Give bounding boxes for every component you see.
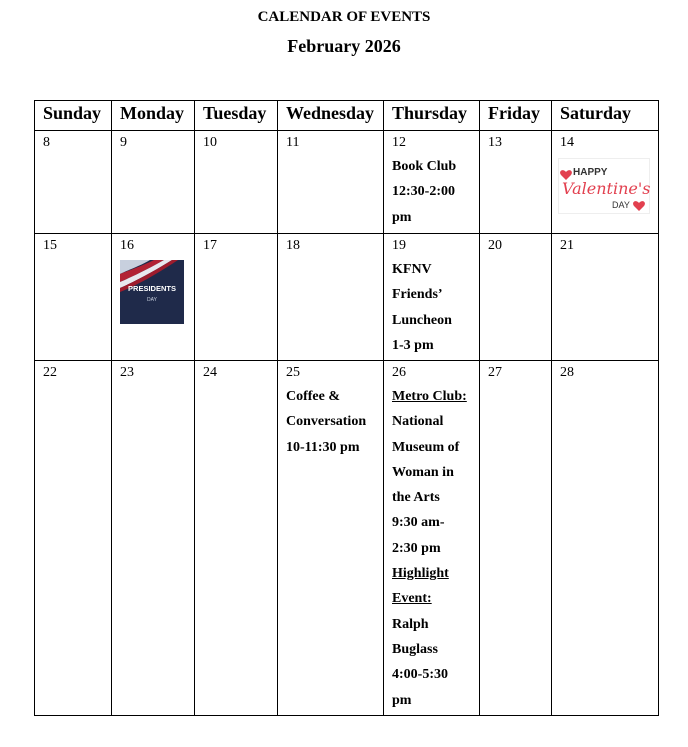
day-cell xyxy=(112,361,195,716)
day-number: 23 xyxy=(120,365,134,380)
valentine-line1: HAPPY xyxy=(573,167,608,178)
week-row xyxy=(35,234,659,361)
weekday-header-row xyxy=(35,101,659,131)
highlight-label: Highlight xyxy=(392,566,449,582)
day-cell xyxy=(278,234,384,361)
week-row xyxy=(35,361,659,716)
header-thursday: Thursday xyxy=(384,101,480,131)
day-number: 11 xyxy=(286,135,300,150)
day-number: 14 xyxy=(560,135,574,150)
header-wednesday: Wednesday xyxy=(278,101,384,131)
day-cell xyxy=(112,234,195,361)
day-cell xyxy=(384,361,480,716)
day-number: 16 xyxy=(120,238,134,253)
day-number: 20 xyxy=(488,238,502,253)
day-cell xyxy=(552,131,659,234)
presidents-day-image xyxy=(120,260,184,324)
header-friday: Friday xyxy=(480,101,552,131)
day-cell xyxy=(552,361,659,716)
day-cell xyxy=(112,131,195,234)
valentines-day-image xyxy=(558,158,650,214)
day-cell xyxy=(384,131,480,234)
day-number: 15 xyxy=(43,238,57,253)
day-number: 19 xyxy=(392,238,406,253)
calendar-month: February 2026 xyxy=(287,36,401,56)
header-monday: Monday xyxy=(112,101,195,131)
day-cell xyxy=(195,234,278,361)
day-cell xyxy=(195,131,278,234)
day-number: 17 xyxy=(203,238,217,253)
calendar-title: CALENDAR OF EVENTS xyxy=(257,9,431,25)
day-cell xyxy=(278,361,384,716)
day-number: 25 xyxy=(286,365,300,380)
day-number: 9 xyxy=(120,135,127,150)
day-number: 28 xyxy=(560,365,574,380)
calendar-table xyxy=(34,100,659,716)
presidents-line1: PRESIDENTS xyxy=(128,284,176,293)
day-number: 13 xyxy=(488,135,502,150)
day-cell xyxy=(480,361,552,716)
header-saturday: Saturday xyxy=(552,101,659,131)
header-sunday: Sunday xyxy=(35,101,112,131)
week-row xyxy=(35,131,659,234)
day-number: 22 xyxy=(43,365,57,380)
day-cell xyxy=(480,234,552,361)
day-number: 21 xyxy=(560,238,574,253)
day-number: 26 xyxy=(392,365,406,380)
day-cell xyxy=(195,361,278,716)
day-number: 8 xyxy=(43,135,50,150)
event-book-club: Book Club 12:30-2:00 pm xyxy=(392,159,457,225)
day-number: 12 xyxy=(392,135,406,150)
day-cell xyxy=(552,234,659,361)
day-number: 10 xyxy=(203,135,217,150)
day-cell xyxy=(35,361,112,716)
event-kfnv-luncheon: KFNV Friends’ Luncheon 1-3 pm xyxy=(392,262,452,353)
presidents-line2: DAY xyxy=(147,297,157,303)
header-tuesday: Tuesday xyxy=(195,101,278,131)
day-cell xyxy=(35,131,112,234)
event-metro-club: Metro Club: National Museum of Woman in the Arts 9:30 am- 2:30 pm Highlight Event: Ralph Buglass 4:00-5:30 pm xyxy=(392,389,467,708)
day-cell xyxy=(384,234,480,361)
event-coffee-conversation: Coffee & Conversation 10-11:30 pm xyxy=(286,389,367,455)
day-cell xyxy=(278,131,384,234)
valentine-line2: Valentine's xyxy=(562,179,650,198)
metro-club-label: Metro Club: xyxy=(392,389,467,404)
day-number: 18 xyxy=(286,238,300,253)
day-number: 27 xyxy=(488,365,502,380)
day-number: 24 xyxy=(203,365,217,380)
day-cell xyxy=(35,234,112,361)
event-label: Event: xyxy=(392,591,432,607)
day-cell xyxy=(480,131,552,234)
valentine-line3: DAY xyxy=(612,200,630,210)
